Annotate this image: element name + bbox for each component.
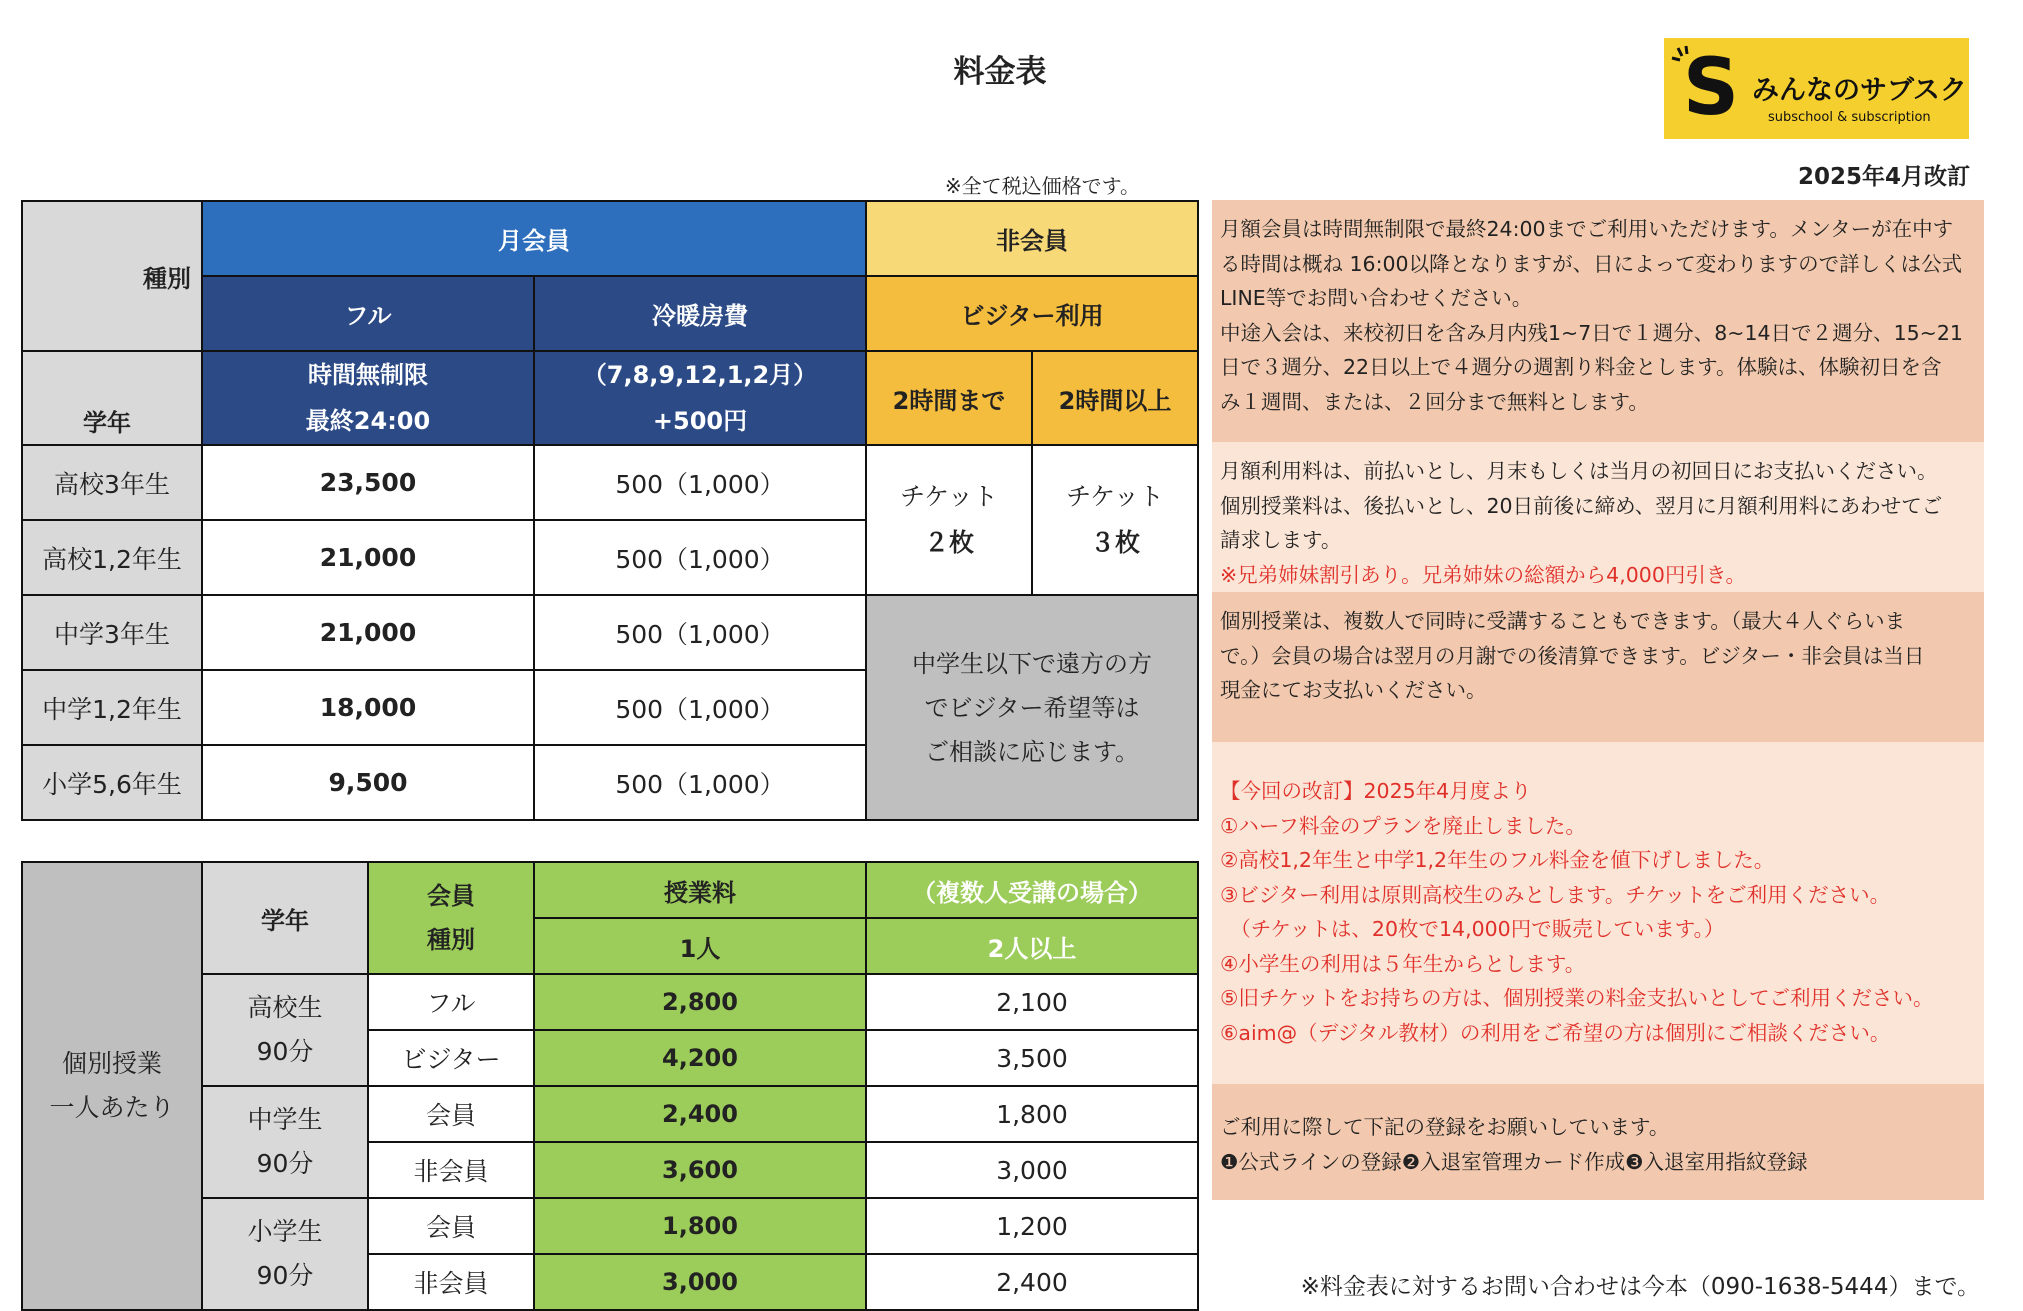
full-price: 21,000 [202,520,534,595]
table-row [22,445,1198,520]
full-price: 23,500 [202,445,534,520]
pricing-table [21,200,1199,821]
non-member-header: 非会員 [866,201,1198,276]
note-registration: ご利用に際して下記の登録をお願いしています。 ❶公式ラインの登録❷入退室管理カード作成❸入退室用指紋登録 [1212,1084,1984,1200]
logo-mark: S [1682,43,1740,133]
aircon-price: 500（1,000） [534,670,866,745]
fee-label: 授業料 [534,862,866,918]
note-monthly-member: 月額会員は時間無制限で最終24:00までご利用いただけます。メンターが在中す る時間は概ね 16:00以降となりますが、日によって変わりますので詳しくは公式 LINE等でお問い合わせください。 中途入会は、来校初日を含み月内残1~7日で１週分、8~14日で２週分、15~21 日で３週分、22日以上で４週分の週割り料金とします。体験は、体験初日を含 み１週間、または、２回分まで無料とします。 [1212,200,1984,442]
aircon-description: （7,8,9,12,1,2月） +500円 [534,351,866,445]
multi-price: 3,500 [866,1030,1198,1086]
aircon-price: 500（1,000） [534,595,866,670]
logo-subtitle: subschool & subscription [1768,110,1931,125]
monthly-member-header: 月会員 [202,201,866,276]
one-person-price: 4,200 [534,1030,866,1086]
grade-cell: 中学3年生 [22,595,202,670]
revision-date: 2025年4月改訂 [1797,164,1970,190]
grade-cell: 高校1,2年生 [22,520,202,595]
note-payment: 月額利用料は、前払いとし、月末もしくは当月の初回日にお支払いください。 個別授業料は、後払いとし、20日前後に締め、翌月に月額利用料にあわせてご 請求します。 ※兄弟姉妹割引あり。兄弟姉妹の総額から4,000円引き。 [1212,442,1984,592]
ticket-3-cell: チケット ３枚 [1032,445,1198,595]
note-revision: 【今回の改訂】2025年4月度より ①ハーフ料金のプランを廃止しました。 ②高校1,2年生と中学1,2年生のフル料金を値下げしました。 ③ビジター利用は原則高校生のみとします。チケットをご利用ください。 （チケットは、20枚で14,000円で販売しています。） ④小学生の利用は５年生からとします。 ⑤旧チケットをお持ちの方は、個別授業の料金支払いとしてご利用ください。 ⑥aim@（デジタル教材）の利用をご希望の方は個別にご相談ください。 [1212,742,1984,1084]
multi-price: 2,100 [866,974,1198,1030]
one-person-price: 2,800 [534,974,866,1030]
multi-price: 1,200 [866,1198,1198,1254]
multi-price: 2,400 [866,1254,1198,1310]
member-type-label: 会員 種別 [368,862,534,974]
aircon-price: 500（1,000） [534,745,866,820]
grade-cell: 高校3年生 [22,445,202,520]
member-type-cell: 会員 [368,1198,534,1254]
grade-cell: 小学5,6年生 [22,745,202,820]
full-price: 18,000 [202,670,534,745]
aircon-price: 500（1,000） [534,445,866,520]
tax-note: ※全て税込価格です。 [944,174,1140,198]
consult-note: 中学生以下で遠方の方 でビジター希望等は ご相談に応じます。 [866,595,1198,820]
type-label: 種別 [22,201,202,351]
note-group-lessons: 個別授業は、複数人で同時に受講することもできます。（最大４人ぐらいま で。）会員の場合は翌月の月謝での後清算できます。ビジター・非会員は当日 現金にてお支払いください。 [1212,592,1984,742]
aircon-price: 500（1,000） [534,520,866,595]
full-header: フル [202,276,534,351]
grade-label: 学年 [22,351,202,445]
visitor-use-header: ビジター利用 [866,276,1198,351]
one-person-price: 3,000 [534,1254,866,1310]
grade-cell: 中学1,2年生 [22,670,202,745]
two-hours-under-header: 2時間まで [866,351,1032,445]
page-title: 料金表 [953,54,1047,90]
member-type-cell: 非会員 [368,1254,534,1310]
full-price: 9,500 [202,745,534,820]
ticket-2-cell: チケット ２枚 [866,445,1032,595]
full-description: 時間無制限 最終24:00 [202,351,534,445]
two-plus-header: 2人以上 [866,918,1198,974]
aircon-header: 冷暖房費 [534,276,866,351]
multi-price: 1,800 [866,1086,1198,1142]
lesson-grade-cell: 高校生 90分 [202,974,368,1086]
contact-note: ※料金表に対するお問い合わせは今本（090-1638-5444）まで。 [1300,1274,1980,1300]
multi-price: 3,000 [866,1142,1198,1198]
two-hours-over-header: 2時間以上 [1032,351,1198,445]
lesson-grade-label: 学年 [202,862,368,974]
one-person-price: 1,800 [534,1198,866,1254]
one-person-header: 1人 [534,918,866,974]
one-person-price: 2,400 [534,1086,866,1142]
brand-logo [1664,38,1969,139]
table-row [22,595,1198,670]
logo-name: みんなのサブスク [1752,75,1967,106]
lesson-category: 個別授業 一人あたり [22,862,202,1310]
lesson-grade-cell: 中学生 90分 [202,1086,368,1198]
sibling-discount-note: ※兄弟姉妹割引あり。兄弟姉妹の総額から4,000円引き。 [1220,562,1747,587]
multiple-label: （複数人受講の場合） [866,862,1198,918]
member-type-cell: 会員 [368,1086,534,1142]
member-type-cell: 非会員 [368,1142,534,1198]
lesson-grade-cell: 小学生 90分 [202,1198,368,1310]
member-type-cell: フル [368,974,534,1030]
full-price: 21,000 [202,595,534,670]
one-person-price: 3,600 [534,1142,866,1198]
member-type-cell: ビジター [368,1030,534,1086]
lesson-table [21,861,1199,1311]
